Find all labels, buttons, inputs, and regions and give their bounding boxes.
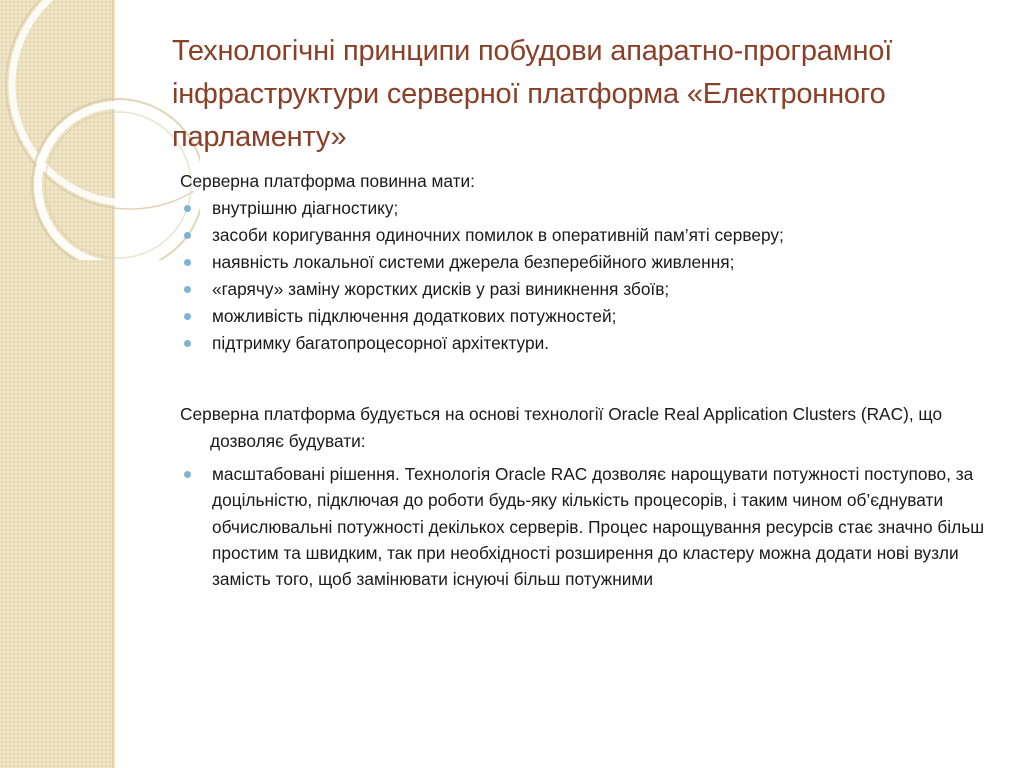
rac-intro: Серверна платформа будується на основі технології Oracle Real Application Clusters (RAC), що дозволяє будувати: xyxy=(180,404,943,451)
bullet-icon xyxy=(184,205,191,212)
bullet-icon xyxy=(184,259,191,266)
requirements-intro: Серверна платформа повинна мати: xyxy=(180,171,475,191)
slide-title: Технологічні принципи побудови апаратно-програмної інфраструктури серверної платформа «Електронного парламенту» xyxy=(172,35,893,153)
slide-content xyxy=(180,168,990,592)
list-item: внутрішню діагностику; xyxy=(180,195,990,222)
bullet-icon xyxy=(184,286,191,293)
decorative-circles xyxy=(0,0,200,260)
list-item: можливість підключення додаткових потужностей; xyxy=(180,303,990,330)
rac-list xyxy=(180,461,990,592)
spacer xyxy=(180,357,990,401)
list-item: підтримку багатопроцесорної архітектури. xyxy=(180,330,990,357)
bullet-icon xyxy=(184,313,191,320)
bullet-icon xyxy=(184,232,191,239)
bullet-icon xyxy=(184,340,191,347)
list-item: засоби коригування одиночних помилок в оперативній пам’яті серверу; xyxy=(180,222,990,249)
list-item: «гарячу» заміну жорстких дисків у разі виникнення збоїв; xyxy=(180,276,990,303)
list-item: масштабовані рішення. Технологія Oracle RAC дозволяє нарощувати потужності поступово, за доцільністю, підключая до роботи будь-яку кількість процесорів, і таким чином об’єднувати обчислювальні потужності декількох серверів. Процес нарощування ресурсів стає значно більш простим та швидким, так при необхідності розширення до кластеру можна додати нові вузли замість того, щоб замінювати існуючі більш потужними xyxy=(180,461,990,592)
list-item: наявність локальної системи джерела безперебійного живлення; xyxy=(180,249,990,276)
bullet-icon xyxy=(184,471,191,478)
requirements-list xyxy=(180,195,990,357)
